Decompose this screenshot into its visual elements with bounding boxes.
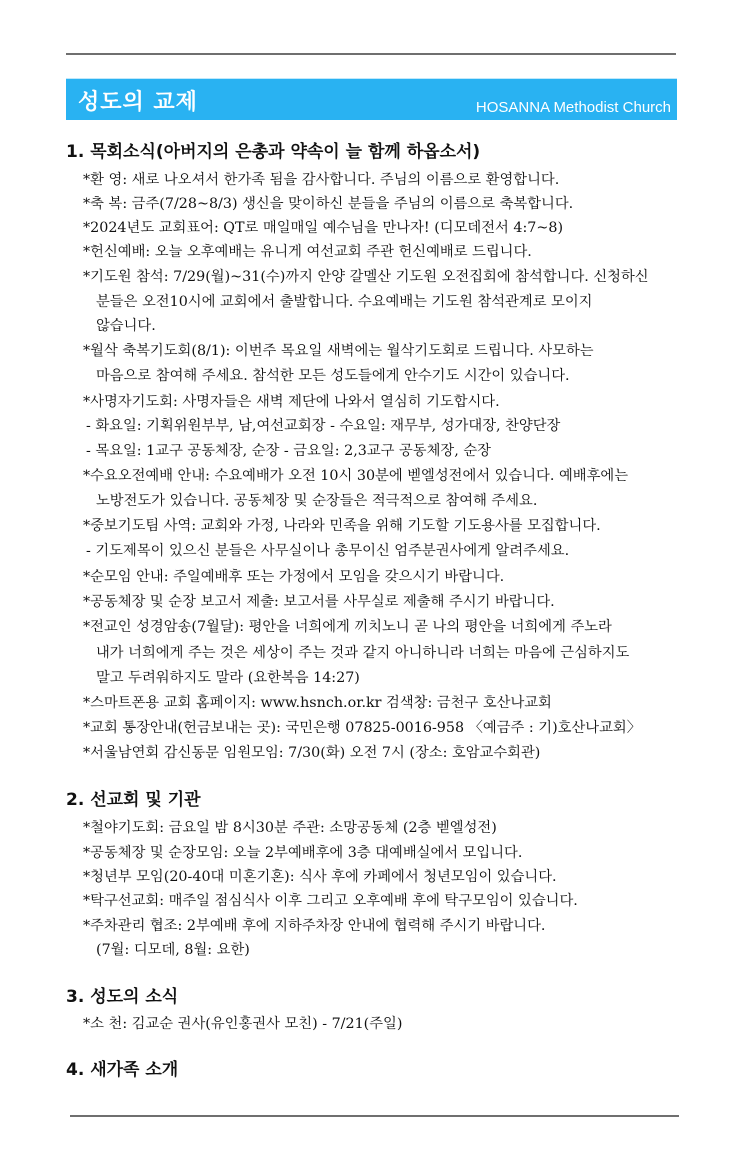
list-item: *서울남연회 감신동문 임원모임: 7/30(화) 오전 7시 (장소: 호암교수회관): [83, 745, 541, 761]
list-item-continuation: 않습니다.: [96, 318, 156, 334]
list-item: *기도원 참석: 7/29(월)~31(수)까지 안양 갈멜산 기도원 오전집회에 참석합니다. 신청하신: [83, 269, 649, 285]
list-item: *탁구선교회: 매주일 점심식사 이후 그리고 오후예배 후에 탁구모임이 있습니다.: [83, 893, 578, 909]
top-divider: [66, 53, 676, 55]
section-heading-pastoral-news: 1. 목회소식(아버지의 은총과 약속이 늘 함께 하옵소서): [66, 142, 481, 162]
list-item-continuation: (7월: 디모데, 8월: 요한): [96, 942, 250, 958]
schedule-row: - 화요일: 기획위원부부, 남,여선교회장 - 수요일: 재무부, 성가대장, 찬양단장: [86, 418, 561, 434]
list-item: *공동체장 및 순장 보고서 제출: 보고서를 사무실로 제출해 주시기 바랍니다.: [83, 594, 555, 610]
list-item: *주차관리 협조: 2부예배 후에 지하주차장 안내에 협력해 주시기 바랍니다.: [83, 918, 546, 934]
homepage-item: *스마트폰용 교회 홈페이지: www.hsnch.or.kr 검색창: 금천구 호산나교회: [83, 695, 552, 711]
list-item: *환 영: 새로 나오셔서 한가족 됨을 감사합니다. 주님의 이름으로 환영합니다.: [83, 172, 560, 188]
list-item-continuation: 내가 너희에게 주는 것은 세상이 주는 것과 같지 아니하니라 너희는 마음에 근심하지도: [96, 645, 630, 661]
list-item: *헌신예배: 오늘 오후예배는 유니게 여선교회 주관 헌신예배로 드립니다.: [83, 244, 532, 260]
list-item-continuation: 말고 두려워하지도 말라 (요한복음 14:27): [96, 670, 360, 686]
list-item: *2024년도 교회표어: QT로 매일매일 예수님을 만나자! (디모데전서 4:7~8): [83, 220, 564, 236]
list-item: *철야기도회: 금요일 밤 8시30분 주관: 소망공동체 (2층 벧엘성전): [83, 820, 497, 836]
banner-title: 성도의 교제: [78, 90, 198, 115]
list-item: *사명자기도회: 사명자들은 새벽 제단에 나와서 열심히 기도합시다.: [83, 394, 500, 410]
bottom-divider: [70, 1115, 679, 1117]
banner-church-name: HOSANNA Methodist Church: [475, 99, 671, 116]
list-item-note: - 기도제목이 있으신 분들은 사무실이나 총무이신 엄주분권사에게 알려주세요.: [86, 543, 570, 559]
list-item: *축 복: 금주(7/28~8/3) 생신을 맞이하신 분들을 주님의 이름으로 축복합니다.: [83, 196, 574, 212]
section-banner: [66, 78, 677, 120]
list-item: *중보기도팀 사역: 교회와 가정, 나라와 민족을 위해 기도할 기도용사를 모집합니다.: [83, 518, 601, 534]
list-item-continuation: 노방전도가 있습니다. 공동체장 및 순장들은 적극적으로 참여해 주세요.: [96, 493, 538, 509]
list-item: *공동체장 및 순장모임: 오늘 2부예배후에 3층 대예배실에서 모입니다.: [83, 845, 523, 861]
bank-account-item: *교회 통장안내(헌금보내는 곳): 국민은행 07825-0016-958 〈예금주 : 기)호산나교회〉: [83, 720, 642, 736]
list-item: *월삭 축복기도회(8/1): 이번주 목요일 새벽에는 월삭기도회로 드립니다. 사모하는: [83, 343, 594, 359]
section-heading-member-news: 3. 성도의 소식: [66, 987, 179, 1007]
section-heading-new-family: 4. 새가족 소개: [66, 1060, 179, 1080]
section-heading-missions: 2. 선교회 및 기관: [66, 790, 201, 810]
list-item: *청년부 모임(20-40대 미혼기혼): 식사 후에 카페에서 청년모임이 있습니다.: [83, 869, 557, 885]
list-item: *순모임 안내: 주일예배후 또는 가정에서 모임을 갖으시기 바랍니다.: [83, 569, 505, 585]
list-item: *전교인 성경암송(7월달): 평안을 너희에게 끼치노니 곧 나의 평안을 너희에게 주노라: [83, 619, 612, 635]
list-item: *수요오전예배 안내: 수요예배가 오전 10시 30분에 벧엘성전에서 있습니다. 예배후에는: [83, 468, 629, 484]
list-item-continuation: 마음으로 참여해 주세요. 참석한 모든 성도들에게 안수기도 시간이 있습니다.: [96, 368, 570, 384]
list-item: *소 천: 김교순 권사(유인홍권사 모친) - 7/21(주일): [83, 1016, 403, 1032]
schedule-row: - 목요일: 1교구 공동체장, 순장 - 금요일: 2,3교구 공동체장, 순장: [86, 443, 491, 459]
list-item-continuation: 분들은 오전10시에 교회에서 출발합니다. 수요예배는 기도원 참석관계로 모이지: [96, 294, 593, 310]
